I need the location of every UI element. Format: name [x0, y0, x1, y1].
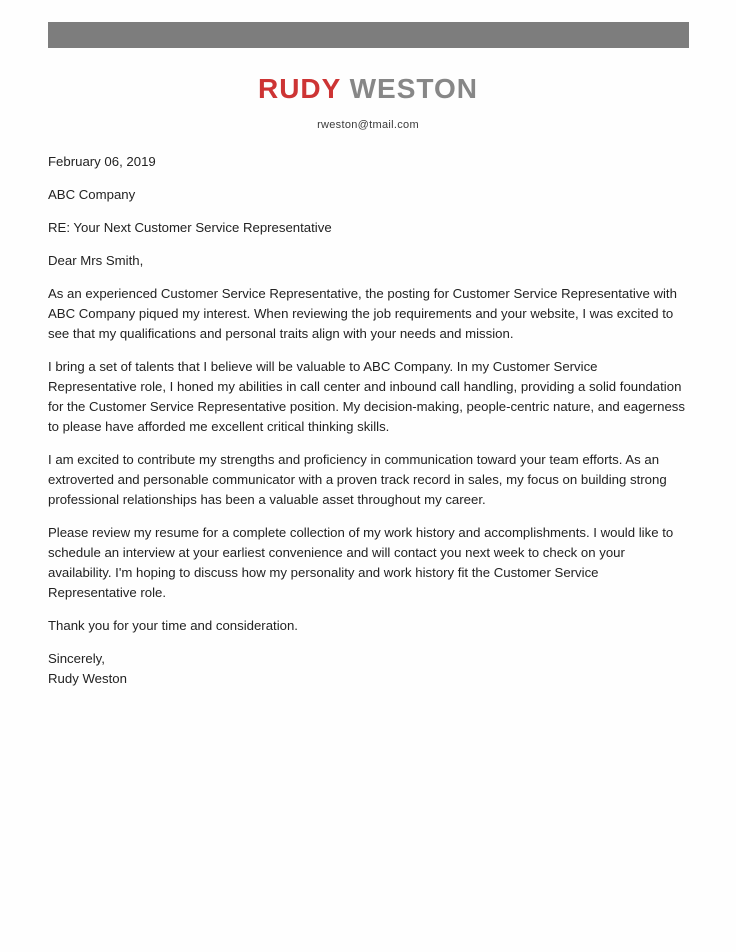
first-name: RUDY [257, 73, 341, 104]
signature: Rudy Weston [48, 671, 127, 686]
last-name: WESTON [349, 73, 478, 104]
letter-paragraph: Please review my resume for a complete collection of my work history and accomplishments. I would like to schedule an interview at your earliest convenience and will contact you next week to check on your availability. I'm hoping to discuss how my personality and work history fit the Customer Service Representative role. [48, 525, 674, 600]
subject-line: RE: Your Next Customer Service Representative [48, 220, 332, 235]
letter-date: February 06, 2019 [48, 154, 156, 169]
letter-paragraph: I bring a set of talents that I believe will be valuable to ABC Company. In my Customer Service Representative role, I honed my abilities in call center and inbound call handling, providing a solid foundation for the Customer Service Representative position. My decision-making, people-centric nature, and eagerness to please have afforded me excellent critical thinking skills. [48, 359, 685, 434]
page-title [0, 72, 736, 106]
email-address: rweston@tmail.com [317, 119, 419, 131]
closing-thanks: Thank you for your time and consideration. [48, 618, 298, 633]
signoff-block [48, 649, 689, 689]
letter-paragraph: As an experienced Customer Service Representative, the posting for Customer Service Representative with ABC Company piqued my interest. When reviewing the job requirements and your website, I was excited to see that my qualifications and personal traits align with your needs and mission. [48, 286, 677, 341]
letter-body [48, 152, 689, 689]
header-bar [48, 22, 689, 48]
recipient-company: ABC Company [48, 187, 136, 202]
signoff: Sincerely, [48, 651, 105, 666]
salutation: Dear Mrs Smith, [48, 253, 144, 268]
letter-paragraph: I am excited to contribute my strengths and proficiency in communication toward your team efforts. As an extroverted and personable communicator with a proven track record in sales, my focus on building strong professional relationships has been a valuable asset throughout my career. [48, 452, 667, 507]
